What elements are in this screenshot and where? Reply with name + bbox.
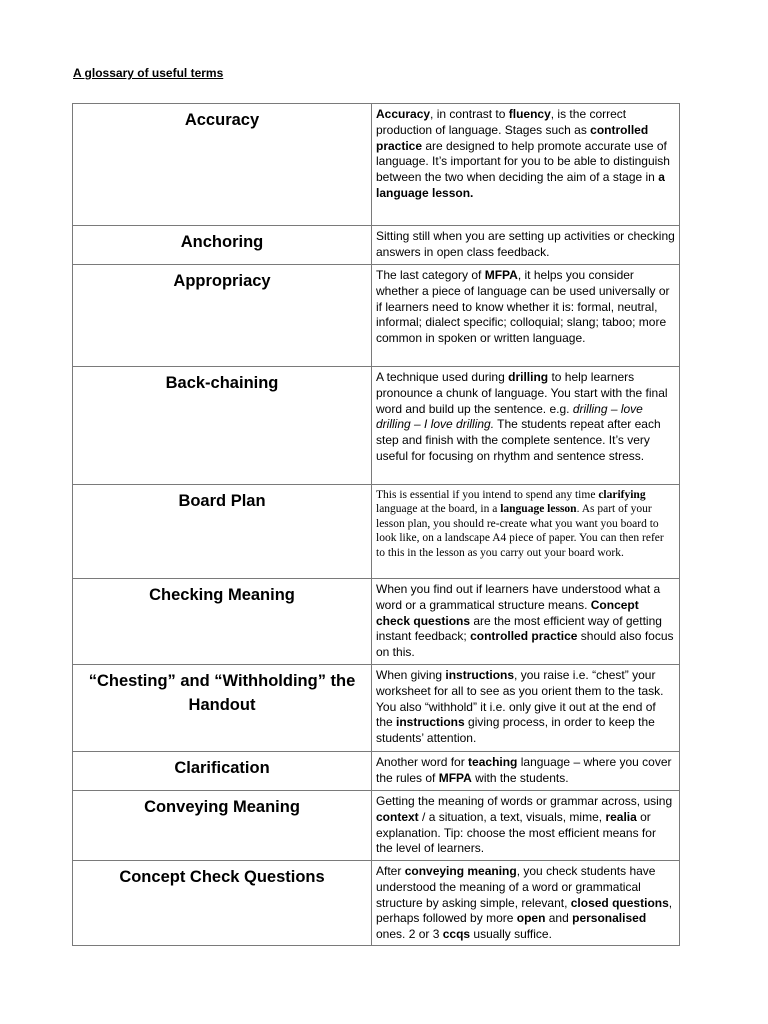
glossary-term: Anchoring (180, 233, 264, 251)
definition-segment: When giving (376, 668, 446, 682)
definition-segment: After (376, 864, 405, 878)
definition-segment: with the students. (471, 770, 569, 785)
definition-segment: MFPA (484, 268, 518, 282)
definition-segment: are the most efficient way of getting instant feedback; (376, 613, 662, 644)
term-cell (73, 752, 372, 791)
glossary-term: Checking Meaning (149, 586, 295, 604)
glossary-definition (372, 791, 679, 859)
definition-segment: language at the board, in a (376, 503, 501, 516)
glossary-row (73, 665, 680, 752)
glossary-term: Accuracy (184, 111, 260, 129)
glossary-term: Concept Check Questions (119, 868, 325, 886)
definition-segment: Concept check questions (376, 597, 639, 628)
glossary-term: Back-chaining (165, 374, 279, 392)
definition-segment: , it helps you consider whether a piece of language can be used universally or if learners need to know whether it is: formal, neutral, informal; dialect specific; colloquial; slang; taboo; more common in spoken or written language. (376, 268, 670, 346)
definition-segment: personalised (572, 911, 647, 926)
definition-segment: The last category of (376, 268, 485, 282)
page-title: A glossary of useful terms (73, 66, 224, 80)
glossary-term: Clarification (174, 759, 270, 777)
definition-segment: Sitting still when you are setting up activities or checking answers in open class feedback. (376, 229, 675, 259)
definition-cell (372, 861, 680, 946)
definition-segment: . As part of your lesson plan, you should re-create what you want you board to look like, on a landscape A4 piece of paper. You can then refer to this in the lesson as you carry out your board work. (376, 503, 664, 559)
definition-segment: When you find out if learners have understood what a word or a grammatical structure means. (376, 582, 661, 612)
term-cell (73, 861, 372, 946)
glossary-row (73, 265, 680, 367)
definition-segment: open (516, 911, 546, 926)
definition-segment: , is the correct production of language. Stages such as (376, 107, 627, 137)
definition-segment: a language lesson. (376, 170, 665, 200)
glossary-row (73, 861, 680, 946)
definition-segment: , you check students have understood the meaning of a word or grammatical structure by asking simple, relevant, (376, 864, 656, 910)
definition-cell (372, 485, 680, 579)
definition-segment: instructions (396, 715, 465, 730)
definition-segment: fluency (508, 107, 551, 121)
glossary-row (73, 367, 680, 485)
definition-segment: language – where you cover the rules of (376, 755, 672, 785)
definition-cell (372, 665, 680, 752)
term-cell (73, 665, 372, 752)
definition-segment: context (376, 809, 419, 824)
glossary-definition (372, 579, 679, 663)
definition-segment: MFPA (438, 770, 472, 785)
glossary-definition (372, 485, 679, 562)
definition-segment: should also focus on this. (376, 629, 674, 660)
term-cell (73, 791, 372, 861)
definition-segment: are designed to help promote accurate use of language. It’s important for you to be able to distinguish between the two when deciding the aim of a stage in (376, 138, 670, 185)
definition-segment: ccqs (442, 927, 471, 942)
definition-segment: drilling (508, 370, 549, 384)
definition-segment: The students repeat after each step and finish with the complete sentence. It’s very useful for focusing on rhythm and sentence stress. (376, 417, 661, 463)
definition-segment: and (545, 911, 573, 926)
glossary-definition (372, 752, 679, 789)
definition-segment: controlled practice (376, 122, 649, 153)
definition-segment: , perhaps followed by more (376, 895, 673, 926)
glossary-row (73, 752, 680, 791)
definition-cell (372, 104, 680, 226)
definition-segment: A technique used during (376, 370, 509, 384)
glossary-term: Board Plan (178, 492, 266, 510)
glossary-row (73, 485, 680, 579)
definition-segment: or explanation. Tip: choose the most efficient means for the level of learners. (376, 809, 656, 856)
definition-cell (372, 226, 680, 265)
glossary-term: Conveying Meaning (144, 798, 300, 816)
glossary-definition (372, 861, 679, 945)
definition-cell (372, 367, 680, 485)
definition-segment: drilling – love drilling – I love drilling. (376, 401, 643, 432)
glossary-row (73, 226, 680, 265)
definition-segment: instructions (445, 668, 515, 682)
definition-segment: clarifying (598, 489, 646, 501)
term-cell (73, 265, 372, 367)
definition-segment: / a situation, a text, visuals, mime, (418, 809, 606, 824)
glossary-definition (372, 104, 679, 204)
term-cell (73, 367, 372, 485)
definition-cell (372, 579, 680, 665)
definition-cell (372, 752, 680, 791)
definition-segment: closed questions (570, 895, 669, 910)
glossary-row (73, 104, 680, 226)
definition-segment: Accuracy (376, 107, 431, 121)
term-cell (73, 579, 372, 665)
glossary-definition (372, 665, 679, 749)
glossary-definition (372, 367, 679, 467)
term-cell (73, 485, 372, 579)
definition-segment: realia (605, 809, 637, 824)
glossary-definition (372, 265, 679, 349)
glossary-definition (372, 226, 679, 263)
glossary-table (72, 103, 680, 946)
term-cell (73, 226, 372, 265)
definition-segment: language lesson (500, 503, 577, 516)
glossary-term: “Chesting” and “Withholding” the Handout (88, 672, 356, 714)
definition-cell (372, 791, 680, 861)
term-cell (73, 104, 372, 226)
glossary-row (73, 791, 680, 861)
definition-segment: usually suffice. (470, 927, 552, 942)
definition-segment: giving process, in order to keep the students’ attention. (376, 715, 655, 746)
definition-segment: controlled practice (470, 629, 578, 644)
definition-cell (372, 265, 680, 367)
definition-segment: This is essential if you intend to spend any time (376, 489, 599, 501)
definition-segment: to help learners pronounce a chunk of language. You start with the final word and build up the sentence. e.g. (376, 370, 668, 416)
definition-segment: , you raise i.e. “chest” your worksheet for all to see as you orient them to the task. You also “withhold” it i.e. only give it out at the end of the (376, 668, 664, 730)
definition-segment: conveying meaning (404, 864, 517, 878)
definition-segment: teaching (468, 755, 518, 769)
definition-segment: , in contrast to (430, 107, 509, 121)
definition-segment: Getting the meaning of words or grammar across, using (376, 794, 673, 808)
definition-segment: Another word for (376, 755, 469, 769)
glossary-term: Appropriacy (173, 272, 271, 290)
definition-segment: ones. 2 or 3 (376, 927, 443, 942)
glossary-row (73, 579, 680, 665)
